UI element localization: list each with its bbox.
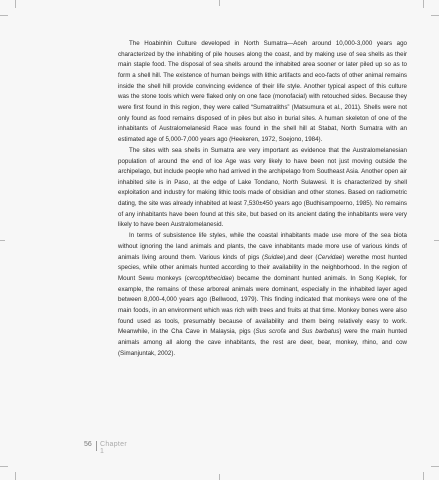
text-run: The Hoabinhin Culture developed in North Sumatra—Aceh around 10,000-3,000 years ago characterized by the inhabiting of pile houses along the coast, and by making use of sea shells as their main staple food. The disposal of sea shells around the inhabited area sooner or later piled up so as to form a shell hill. The existence of human beings with lithic artifacts and eco-facts of other animal remains inside the shell hill provide convincing evidence of their life style. Another typical aspect of this culture was the stone tools which were flaked only on one face (monofacial) with retouched sides. Because they were first found in this region, they were called “Sumatraliths” (Matsumura et al., 2011). Shells were not only found as food remains disposed of in piles but also in burial sites. A human skeleton of one of the inhabitants of Australomelanesid Race was found in the shell hill at Stabat, North Sumatra with an estimated age of 5,000-7,000 years ago (Heekeren, 1972, Soejono, 1984). xyxy=(118,40,407,143)
italic-term: Suidae xyxy=(264,253,284,261)
crop-mark xyxy=(431,466,439,467)
crop-mark xyxy=(219,474,220,480)
crop-mark xyxy=(0,466,8,467)
italic-term: Cervidae xyxy=(317,253,343,261)
paragraph xyxy=(118,146,407,231)
italic-term: Sus scrofa xyxy=(255,328,286,336)
crop-mark xyxy=(15,0,16,8)
italic-term: cercophthecidae xyxy=(186,275,233,283)
crop-mark xyxy=(219,0,220,6)
text-run: ) were the main hunted animals among all along the cave inhabitants, the rest are deer, bear, monkey, rhino, and cow (Simanjuntak, 2002). xyxy=(118,328,408,357)
crop-mark xyxy=(0,15,8,16)
crop-mark xyxy=(423,0,424,8)
crop-mark xyxy=(0,240,5,241)
text-run: ),and deer ( xyxy=(283,253,318,261)
crop-mark xyxy=(431,15,439,16)
page-number: 56 xyxy=(84,441,92,448)
crop-mark xyxy=(434,240,439,241)
paragraph xyxy=(118,231,407,359)
crop-mark xyxy=(15,472,16,480)
footer-divider xyxy=(96,441,97,451)
text-run: ) became the dominant hunted animals. In Song Keplek, for example, the remains of these arboreal animals were dominant, especially in the inhabited layer aged between 8,000-4,000 years ago (Bellwood, 1979). This finding indicated that monkeys were one of the main foods, in an environment which was rich with trees and fruits at that time. Monkey bones were also found used as tools, presumably because of availability and them being relatively easy to work. Meanwhile, in the Cha Cave in Malaysia, pigs ( xyxy=(118,275,407,336)
body-text xyxy=(118,39,407,359)
text-run: ) werethe most hunted species, while other animals hunted according to their availability in the neighborhood. In the region of Mount Sewu monkeys ( xyxy=(118,253,407,283)
italic-term: Sus barbatus xyxy=(301,328,340,336)
text-run: The sites with sea shells in Sumatra are very important as evidence that the Australomelanesian population of around the end of Ice Age was very likely to have been not just moving outside the archipelago, but include people who had arrived in the archipelago from Southeast Asia. Another open air inhabited site is in Paso, at the edge of Lake Tondano, North Sulawesi. It is characterized by shell exploitation and industry for making lithic tools made of obsidian and other stones. Based on radiometric dating, the site was already inhabited at least 7,530±450 years ago (Budhisampoerno, 1985). No remains of any inhabitants have been found at this site, but based on its ancient dating the inhabitants were very likely to have been Australomelanesid. xyxy=(118,146,407,229)
text-run: In terms of subsistence life styles, while the coastal inhabitants made use more of the sea biota without ignoring the land animals and plants, the cave inhabitants made more use of various kinds of animals living around them. Various kinds of pigs ( xyxy=(118,232,407,261)
text-run: and xyxy=(285,328,302,336)
crop-mark xyxy=(423,472,424,480)
chapter-label: Chapter 1 xyxy=(100,441,128,455)
paragraph xyxy=(118,39,407,146)
